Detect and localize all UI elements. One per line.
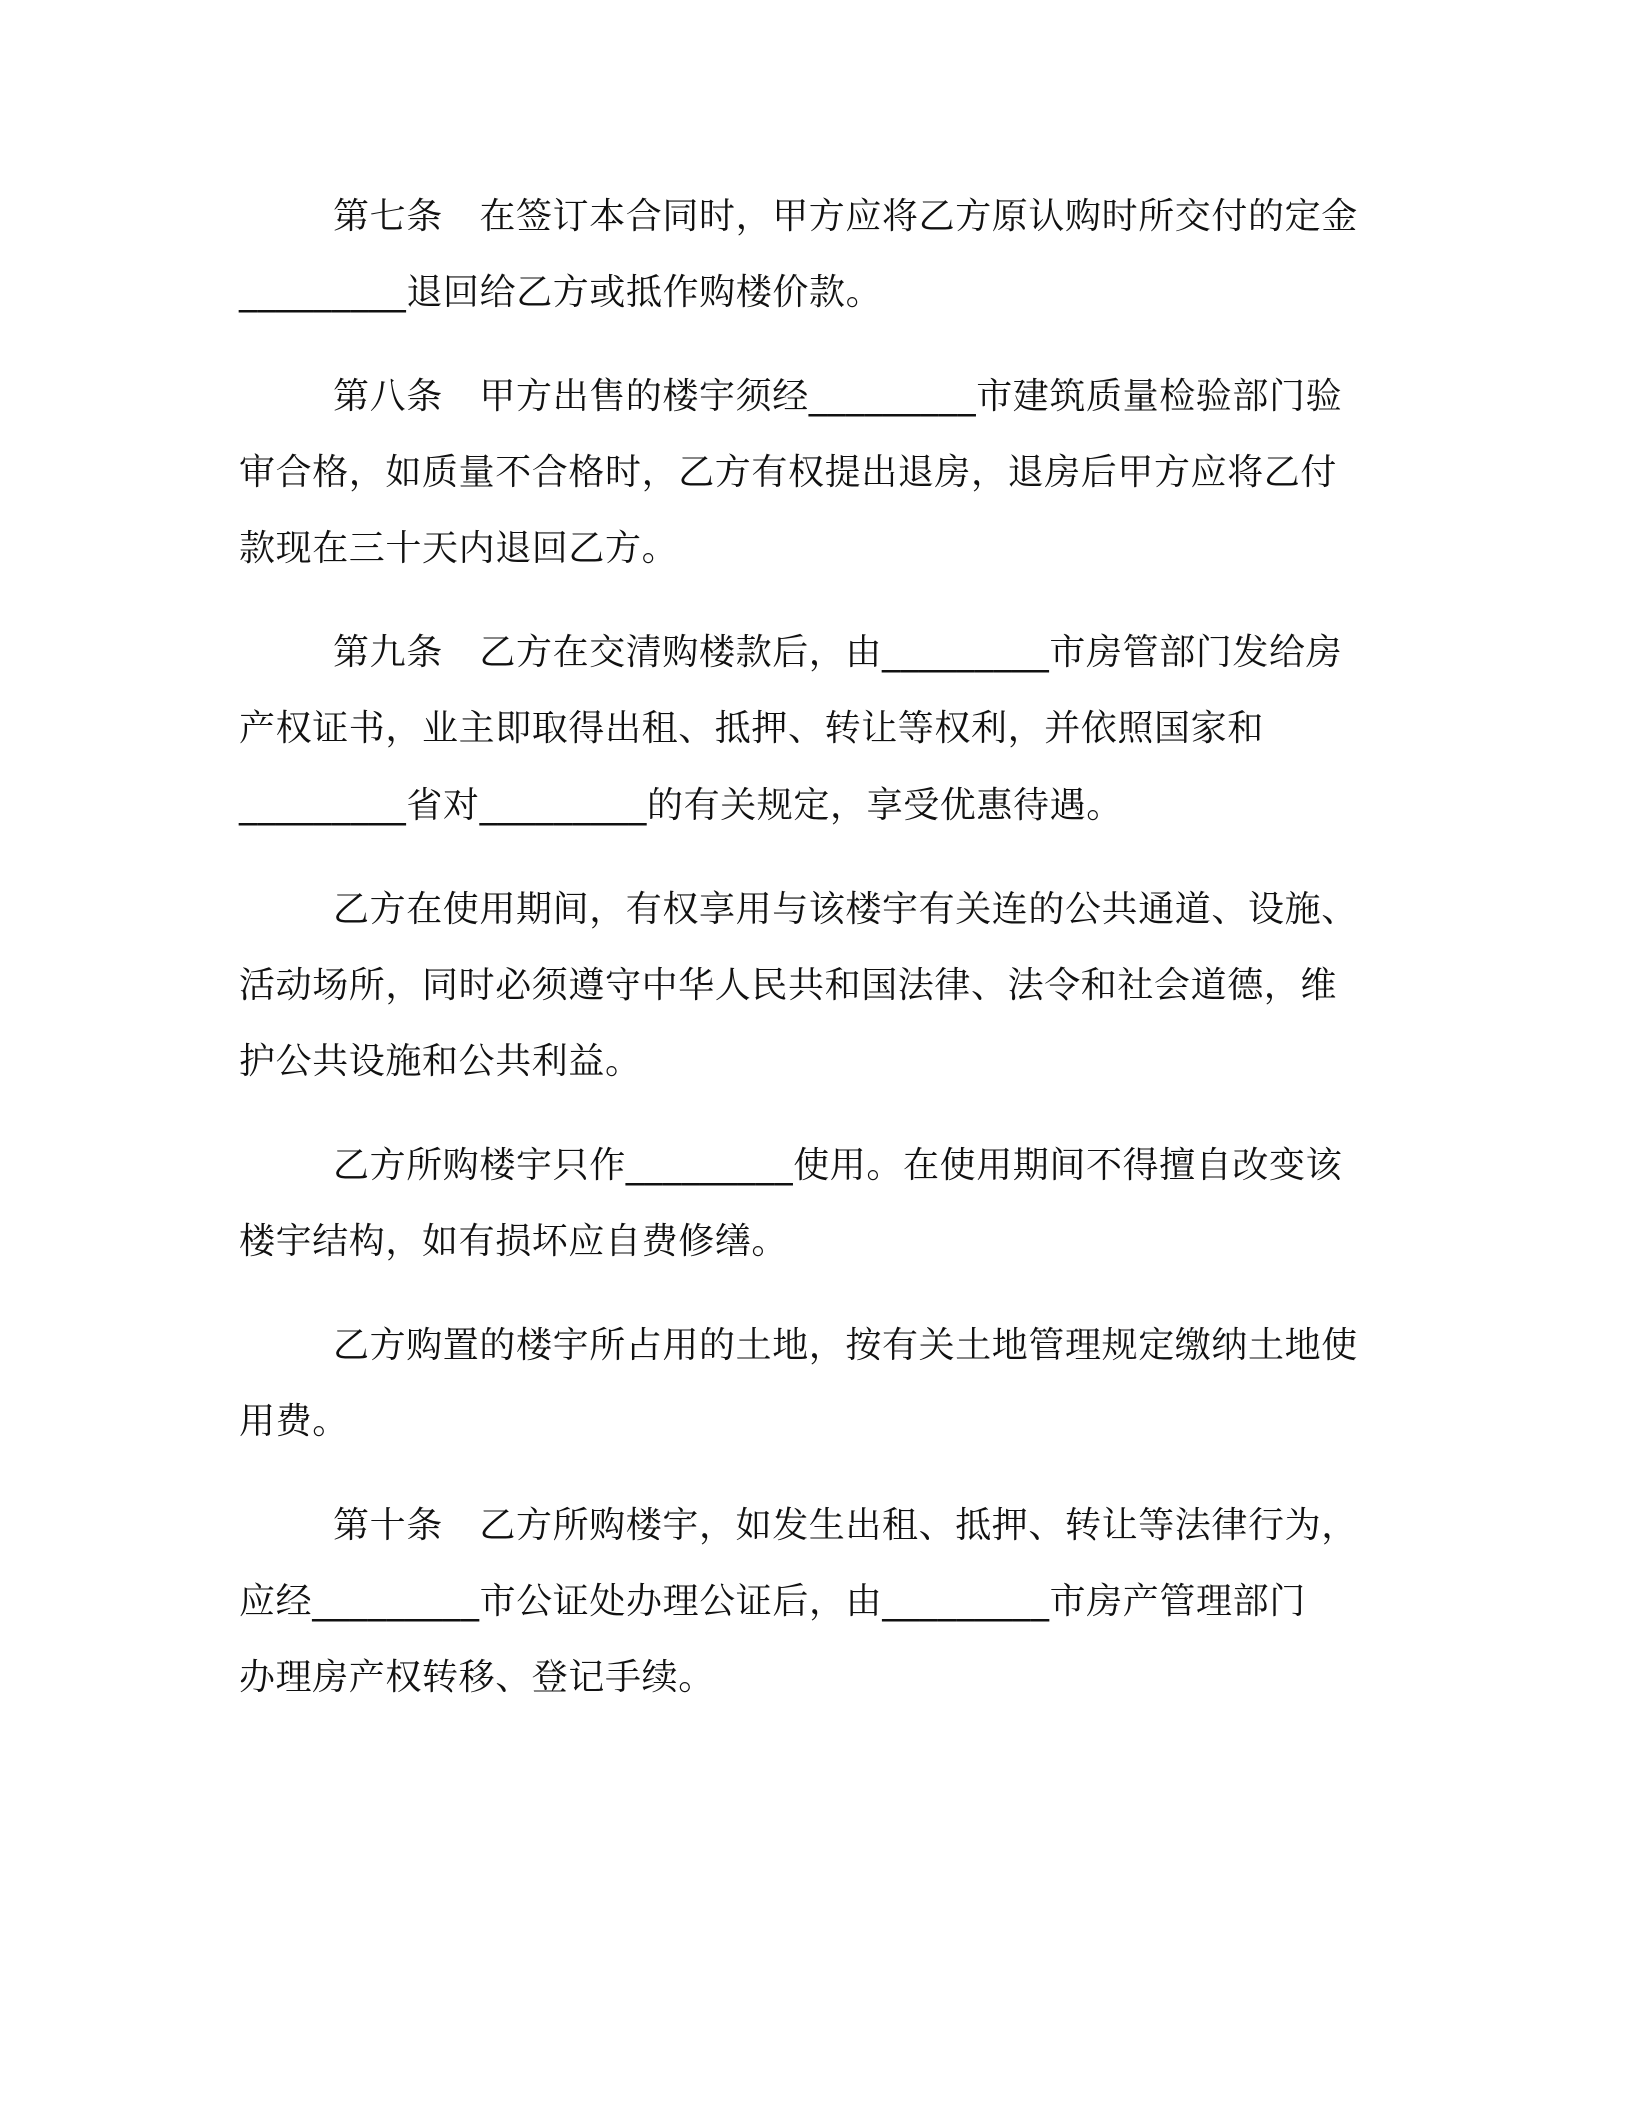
article-9-line-3: _________省对_________的有关规定，享受优惠待遇。 — [239, 785, 1123, 826]
land-fee-line-2: 用费。 — [239, 1401, 349, 1442]
usage-rights-line-1: 乙方在使用期间，有权享用与该楼宇有关连的公共通道、设施、 — [333, 889, 1358, 930]
article-7-line-2: _________退回给乙方或抵作购楼价款。 — [239, 272, 883, 313]
article-8-line-3: 款现在三十天内退回乙方。 — [239, 528, 679, 569]
article-10-line-2: 应经_________市公证处办理公证后，由_________市房产管理部门 — [239, 1581, 1306, 1622]
usage-purpose-line-2: 楼宇结构，如有损坏应自费修缮。 — [239, 1221, 789, 1262]
article-8-line-2: 审合格，如质量不合格时，乙方有权提出退房，退房后甲方应将乙付 — [239, 452, 1338, 493]
article-9-line-1: 第九条 乙方在交清购楼款后，由_________市房管部门发给房 — [333, 632, 1343, 673]
land-fee-line-1: 乙方购置的楼宇所占用的土地，按有关土地管理规定缴纳土地使 — [333, 1325, 1358, 1366]
usage-purpose-line-1: 乙方所购楼宇只作_________使用。在使用期间不得擅自改变该 — [333, 1145, 1343, 1186]
article-10-line-1: 第十条 乙方所购楼宇，如发生出租、抵押、转让等法律行为， — [333, 1505, 1358, 1546]
article-8-line-1: 第八条 甲方出售的楼宇须经_________市建筑质量检验部门验 — [333, 376, 1343, 417]
article-7-line-1: 第七条 在签订本合同时，甲方应将乙方原认购时所交付的定金 — [333, 196, 1358, 237]
article-10-line-3: 办理房产权转移、登记手续。 — [239, 1657, 715, 1698]
usage-rights-line-2: 活动场所，同时必须遵守中华人民共和国法律、法令和社会道德，维 — [239, 965, 1338, 1006]
usage-rights-line-3: 护公共设施和公共利益。 — [239, 1041, 642, 1082]
article-9-line-2: 产权证书，业主即取得出租、抵押、转让等权利，并依照国家和 — [239, 708, 1264, 749]
